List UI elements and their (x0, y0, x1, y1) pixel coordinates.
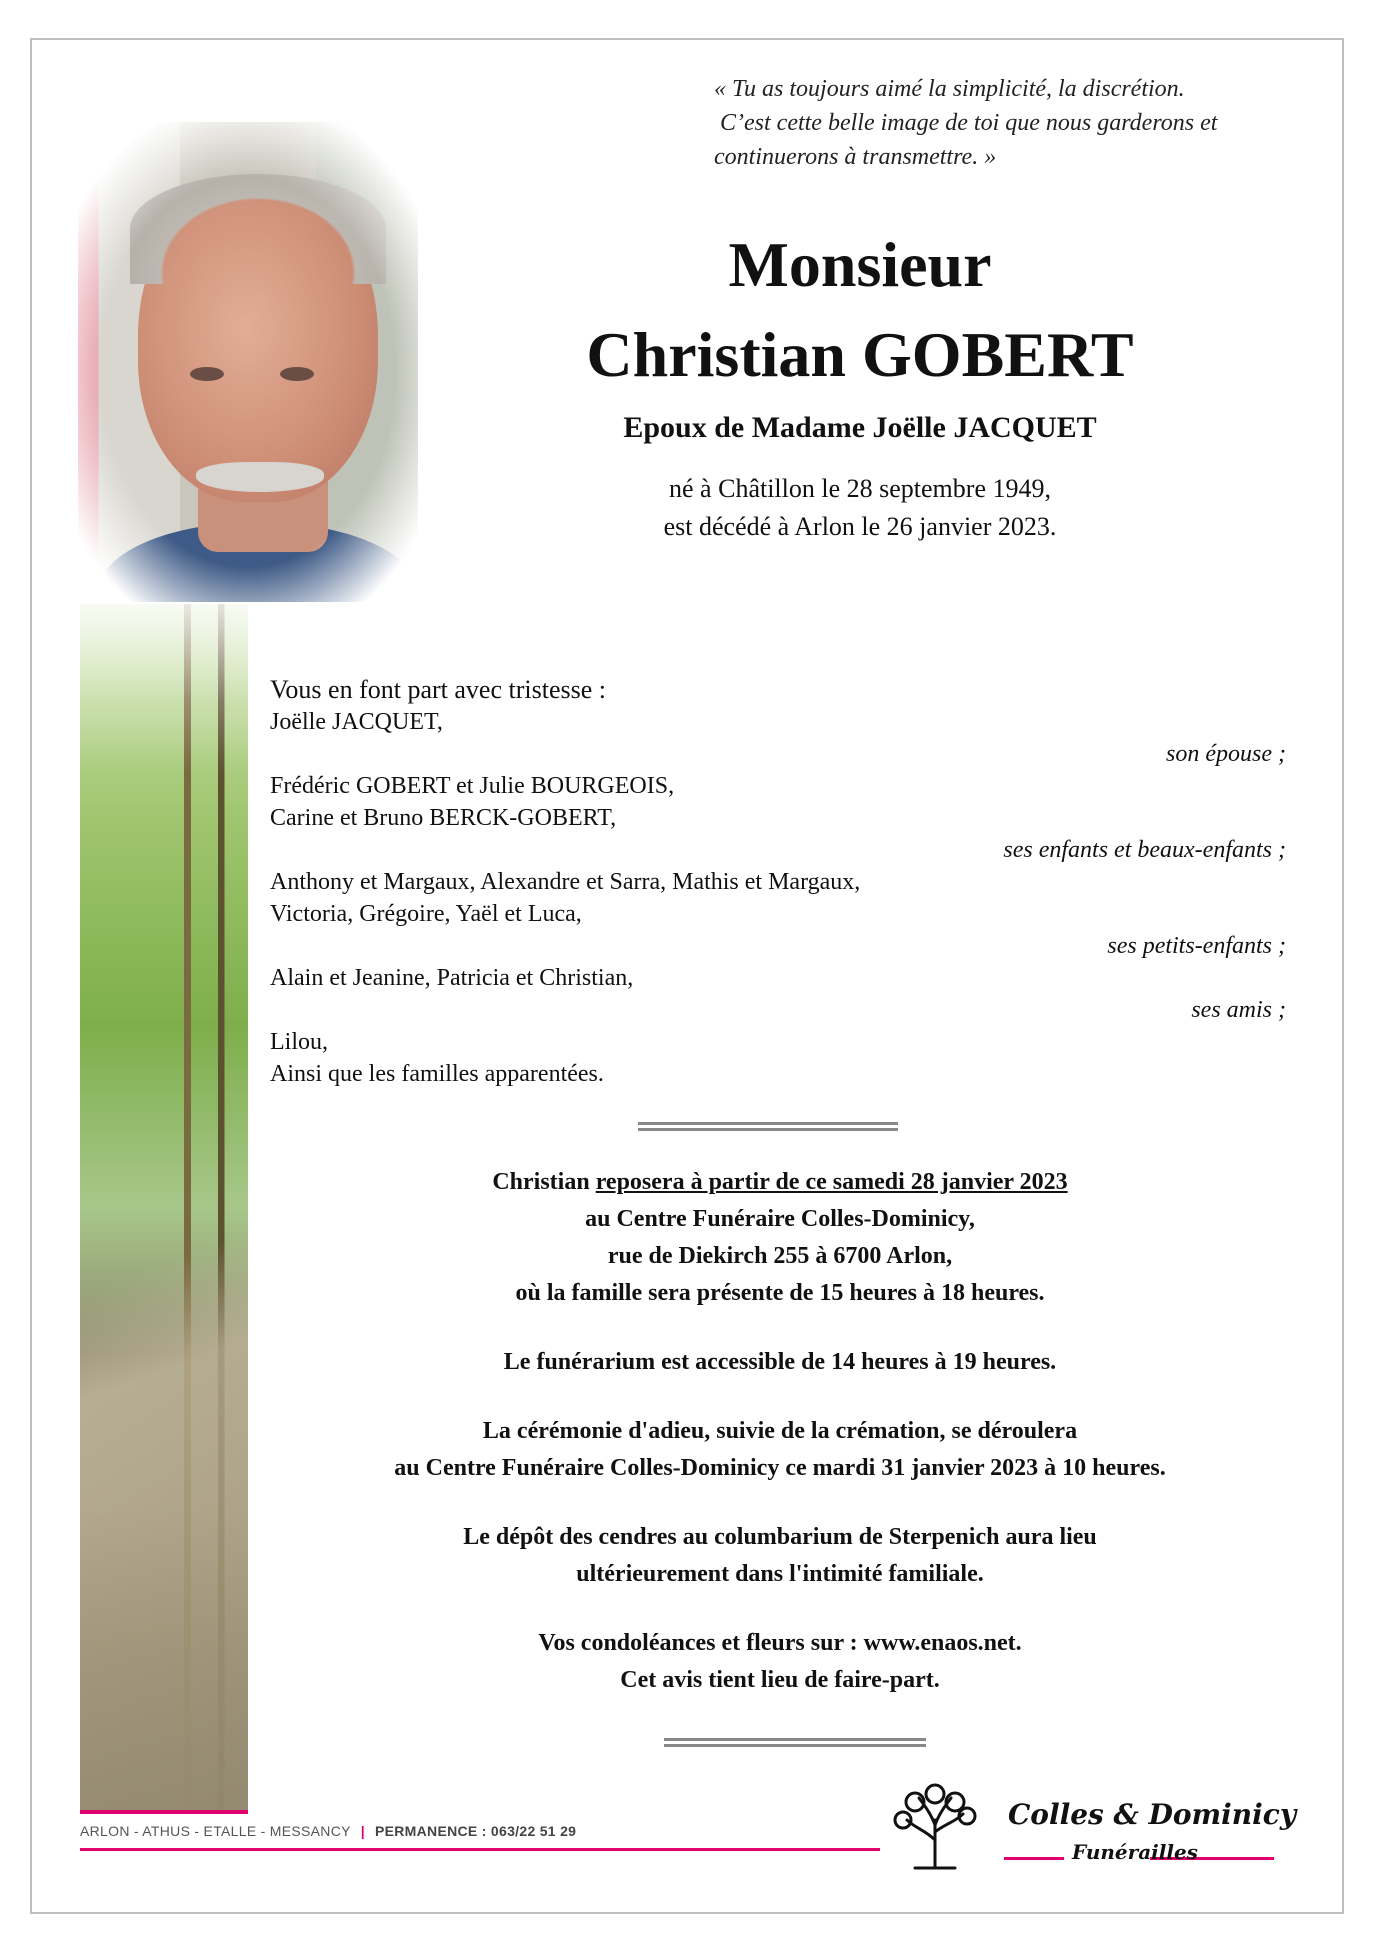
footer-separator: | (360, 1823, 365, 1839)
epitaph-quote (714, 72, 1314, 174)
relation-label: ses amis ; (1191, 997, 1286, 1023)
details-line: au Centre Funéraire Colles-Dominicy ce mardi 31 janvier 2023 à 10 heures. (394, 1455, 1166, 1481)
details-line: La cérémonie d'adieu, suivie de la crémation, se déroulera (482, 1418, 1078, 1444)
footer-contact (80, 1823, 576, 1839)
deceased-name: Christian GOBERT (586, 319, 1134, 390)
double-divider (664, 1738, 926, 1747)
double-divider (638, 1122, 898, 1131)
details-line: rue de Diekirch 255 à 6700 Arlon, (607, 1243, 953, 1269)
family-line: Victoria, Grégoire, Yaël et Luca, (270, 901, 582, 927)
birth-death-info (500, 470, 1220, 546)
accent-bar (80, 1810, 248, 1814)
birth-line: né à Châtillon le 28 septembre 1949, (669, 474, 1051, 503)
underlined-text: reposera à partir de ce samedi 28 janvier 2023 (595, 1169, 1068, 1195)
details-line: Cet avis tient lieu de faire-part. (620, 1667, 940, 1693)
footer-locations: ARLON - ATHUS - ETALLE - MESSANCY (80, 1823, 351, 1839)
details-line: Le dépôt des cendres au columbarium de Sterpenich aura lieu (463, 1524, 1097, 1550)
footer-permanence: PERMANENCE : 063/22 51 29 (375, 1823, 577, 1839)
family-line: Carine et Bruno BERCK-GOBERT, (270, 805, 617, 831)
salutation: Monsieur (728, 229, 992, 300)
relation-label: ses petits-enfants ; (1107, 933, 1286, 959)
death-line: est décédé à Arlon le 26 janvier 2023. (663, 512, 1057, 541)
portrait-photo (78, 122, 418, 602)
brand-subtitle: Funérailles (1072, 1840, 1198, 1864)
details-line: Vos condoléances et fleurs sur : www.enaos.net. (538, 1630, 1022, 1656)
relation-label: son épouse ; (1166, 741, 1286, 767)
forest-path-image (80, 604, 248, 1812)
family-line: Anthony et Margaux, Alexandre et Sarra, Mathis et Margaux, (270, 869, 861, 895)
announcement-intro: Vous en font part avec tristesse : (270, 675, 606, 704)
family-line: Frédéric GOBERT et Julie BOURGEOIS, (270, 773, 675, 799)
details-line: ultérieurement dans l'intimité familiale. (576, 1561, 984, 1587)
family-announcement (270, 674, 1290, 1090)
footer-line (80, 1848, 880, 1851)
quote-line: « Tu as toujours aimé la simplicité, la discrétion. (714, 76, 1185, 102)
family-line: Lilou, (270, 1029, 328, 1055)
funeral-details (300, 1164, 1260, 1699)
quote-line: continuerons à transmettre. » (714, 144, 997, 170)
details-line: Christian reposera à partir de ce samedi 28 janvier 2023 (492, 1169, 1068, 1195)
footer-line (1004, 1857, 1064, 1860)
tree-logo-icon (885, 1780, 985, 1872)
details-line: au Centre Funéraire Colles-Dominicy, (585, 1206, 975, 1232)
details-line: où la famille sera présente de 15 heures à 18 heures. (515, 1280, 1045, 1306)
family-line: Ainsi que les familles apparentées. (270, 1061, 604, 1087)
details-line: Le funérarium est accessible de 14 heures à 19 heures. (503, 1349, 1057, 1375)
relation-label: ses enfants et beaux-enfants ; (1003, 837, 1286, 863)
brand-name: Colles & Dominicy (1008, 1798, 1297, 1831)
family-line: Alain et Jeanine, Patricia et Christian, (270, 965, 634, 991)
family-line: Joëlle JACQUET, (270, 709, 443, 735)
quote-line: C’est cette belle image de toi que nous garderons et (720, 110, 1218, 136)
spouse-line: Epoux de Madame Joëlle JACQUET (623, 411, 1097, 444)
